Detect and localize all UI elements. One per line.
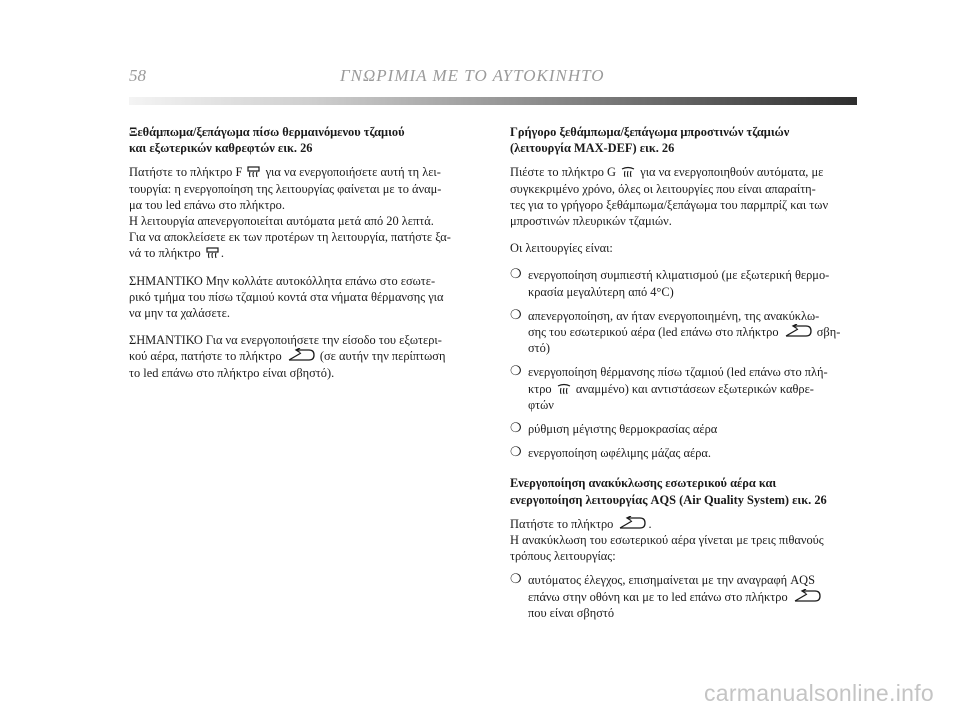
- text-fragment: αναμμένο) και αντιστάσεων εξωτερικών καθρε-: [575, 381, 814, 396]
- text-fragment: κού αέρα, πατήστε το πλήκτρο: [129, 349, 282, 364]
- text-line: [510, 164, 860, 180]
- rear-defrost-paragraph: [129, 164, 479, 261]
- warning-outside-air-paragraph: [129, 332, 479, 381]
- list-item: [510, 308, 860, 357]
- air-recirculation-icon: [618, 516, 646, 530]
- bullet-marker: ❍: [510, 421, 522, 437]
- header-title: ΓΝΩΡΙΜΙΑ ΜΕ ΤΟ ΑΥΤΟΚΙΝΗΤΟ: [340, 66, 605, 85]
- air-recirculation-icon: [287, 348, 315, 362]
- text-fragment: κτρο: [528, 381, 552, 396]
- bullet-marker: ❍: [510, 307, 522, 323]
- text-line: αυτόματος έλεγχος, επισημαίνεται με την αναγραφή AQS: [528, 573, 816, 588]
- text-line: συγκεκριμένο χρόνο, όλες οι λειτουργίες που είναι απαραίτη-: [510, 181, 816, 196]
- max-def-heading: [510, 124, 860, 156]
- text-line: ρικό τμήμα του πίσω τζαμιού κοντά στα νήματα θέρμανσης για: [129, 289, 444, 304]
- text-line: Η λειτουργία απενεργοποιείται αυτόματα μετά από 20 λεπτά.: [129, 214, 434, 229]
- text-fragment: Πατήστε το πλήκτρο: [510, 516, 614, 531]
- text-line: [528, 589, 860, 605]
- heading-line: Ενεργοποίηση ανακύκλωσης εσωτερικού αέρα και: [510, 476, 777, 491]
- text-fragment: .: [648, 516, 652, 531]
- text-fragment: (σε αυτήν την περίπτωση: [319, 349, 446, 364]
- text-line: ενεργοποίηση ωφέλιμης μάζας αέρα.: [528, 446, 711, 461]
- heading-line: Ξεθάμπωμα/ξεπάγωμα πίσω θερμαινόμενου τζαμιού: [129, 125, 405, 139]
- recirculation-modes-list: [510, 572, 860, 621]
- air-recirculation-icon: [793, 589, 821, 603]
- text-line: [510, 516, 860, 532]
- text-fragment: σης του εσωτερικού αέρα (led επάνω στο πλήκτρο: [528, 325, 779, 340]
- text-line: να μην τα χαλάσετε.: [129, 306, 230, 321]
- max-def-paragraph: [510, 164, 860, 229]
- text-line: μπροστινών πλευρικών τζαμιών.: [510, 214, 672, 229]
- text-fragment: επάνω στην οθόνη και με το led επάνω στο πλήκτρο: [528, 589, 788, 604]
- list-item: [510, 421, 860, 437]
- list-item: [510, 445, 860, 461]
- recirculation-paragraph: [510, 516, 860, 565]
- text-fragment: .: [220, 246, 224, 261]
- text-line: τρόπους λειτουργίας:: [510, 549, 616, 564]
- text-line: το led επάνω στο πλήκτρο είναι σβηστό).: [129, 365, 335, 380]
- text-line: ρύθμιση μέγιστης θερμοκρασίας αέρα: [528, 422, 718, 437]
- windscreen-defrost-icon: [557, 383, 571, 395]
- text-line: φτών: [528, 397, 554, 412]
- text-line: τες για το γρήγορο ξεθάμπωμα/ξεπάγωμα του παρμπρίζ και των: [510, 197, 829, 212]
- heading-line: Γρήγορο ξεθάμπωμα/ξεπάγωμα μπροστινών τζαμιών: [510, 125, 790, 139]
- text-fragment: σβη-: [816, 325, 841, 340]
- bullet-marker: ❍: [510, 445, 522, 461]
- rear-defrost-heading: [129, 124, 479, 156]
- header-rule: [129, 97, 857, 105]
- rear-defrost-icon: [247, 166, 260, 178]
- bullet-marker: ❍: [510, 572, 522, 588]
- text-line: απενεργοποίηση, αν ήταν ενεργοποιημένη, της ανακύκλω-: [528, 308, 820, 323]
- text-line: Για να αποκλείσετε εκ των προτέρων τη λειτουργία, πατήστε ξα-: [129, 230, 451, 245]
- text-fragment: για να ενεργοποιήσετε αυτή τη λει-: [265, 165, 441, 180]
- text-fragment: Πιέστε το πλήκτρο G: [510, 165, 616, 180]
- text-fragment: Πατήστε το πλήκτρο F: [129, 165, 243, 180]
- text-line: [129, 245, 479, 261]
- text-line: στό): [528, 341, 550, 356]
- heading-line: (λειτουργία MAX-DEF) εικ. 26: [510, 141, 675, 156]
- bullet-marker: ❍: [510, 267, 522, 283]
- list-item: [510, 572, 860, 621]
- text-line: Η ανακύκλωση του εσωτερικού αέρα γίνεται με τρεις πιθανούς: [510, 533, 824, 548]
- page-number: 58: [129, 66, 146, 85]
- bullet-marker: ❍: [510, 364, 522, 380]
- text-line: τουργία: η ενεργοποίηση της λειτουργίας φαίνεται με το άναμ-: [129, 181, 442, 196]
- heading-line: ενεργοποίηση λειτουργίας AQS (Air Quality System) εικ. 26: [510, 492, 827, 507]
- text-line: [528, 381, 860, 397]
- windscreen-defrost-icon: [621, 166, 635, 178]
- warning-stickers-paragraph: [129, 273, 479, 322]
- functions-list: [510, 267, 860, 461]
- text-line: που είναι σβηστό: [528, 605, 615, 620]
- air-recirculation-icon: [784, 324, 812, 338]
- list-item: [510, 267, 860, 299]
- list-item: [510, 364, 860, 413]
- rear-defrost-icon: [206, 247, 219, 259]
- text-line: μα του led επάνω στο πλήκτρο.: [129, 197, 285, 212]
- text-line: [129, 164, 479, 180]
- watermark: carmanualsonline.info: [703, 680, 934, 706]
- text-fragment: για να ενεργοποιηθούν αυτόματα, με: [640, 165, 824, 180]
- text-line: ενεργοποίηση θέρμανσης πίσω τζαμιού (led επάνω στο πλή-: [528, 365, 828, 380]
- text-line: ΣΗΜΑΝΤΙΚΟ Μην κολλάτε αυτοκόλλητα επάνω στο εσωτε-: [129, 273, 436, 288]
- heading-line: και εξωτερικών καθρεφτών εικ. 26: [129, 141, 313, 156]
- text-line: [129, 348, 479, 364]
- text-line: [528, 324, 860, 340]
- left-column: [129, 124, 479, 392]
- text-line: κρασία μεγαλύτερη από 4°C): [528, 284, 674, 299]
- text-line: ενεργοποίηση συμπιεστή κλιματισμού (με εξωτερική θερμο-: [528, 268, 830, 283]
- text-fragment: νά το πλήκτρο: [129, 246, 201, 261]
- text-line: ΣΗΜΑΝΤΙΚΟ Για να ενεργοποιήσετε την είσοδο του εξωτερι-: [129, 333, 442, 348]
- functions-intro: Οι λειτουργίες είναι:: [510, 241, 613, 256]
- recirculation-heading: [510, 475, 860, 507]
- right-column: [510, 124, 860, 629]
